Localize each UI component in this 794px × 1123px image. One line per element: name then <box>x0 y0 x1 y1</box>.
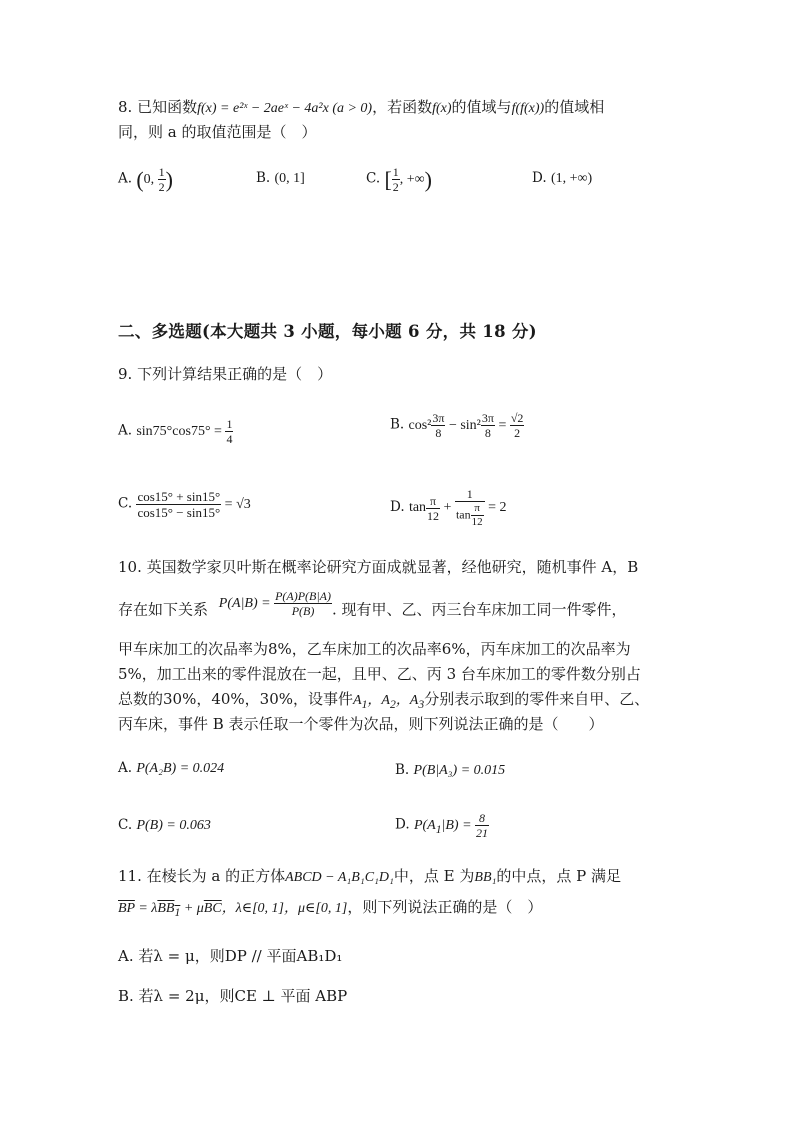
q8-c-math: [ $\frac{1}{2}$ , +∞) <box>384 165 432 194</box>
q10-line2 <box>118 589 627 625</box>
q10-line1: 10. 英国数学家贝叶斯在概率论研究方面成就显著，经他研究，随机事件 A，B <box>118 558 639 576</box>
q9-option-b <box>390 412 524 439</box>
q11-option-b: B. 若λ = 2μ，则CE ⊥ 平面 ABP <box>118 987 348 1005</box>
q11-line1-post: 的中点，点 P 满足 <box>496 867 622 885</box>
q8-option-c <box>366 166 432 193</box>
q8-option-b <box>256 170 305 187</box>
q10-option-a <box>118 760 224 777</box>
q11-bb1: BB₁ <box>474 870 497 885</box>
q8-ffx: f(f(x)) <box>511 101 545 116</box>
q8-func: f(x) = e²ˣ − 2aeˣ − 4a²x (a > 0) <box>197 101 373 116</box>
q11-cube: ABCD − A₁B₁C₁D₁ <box>285 870 394 885</box>
q10-events: $A_1$，$A_2$，$A_3$ <box>353 693 425 711</box>
q9-stem: 9. 下列计算结果正确的是（ ） <box>118 365 333 383</box>
q10-c-label: C. <box>118 817 133 833</box>
q10-bayes-formula: P(A|B) = $\frac{P(A)P(B|A)}{P(B)}$ <box>218 589 332 618</box>
q8-fx: f(x) <box>432 101 452 116</box>
q8-line1 <box>118 97 604 119</box>
q8-a-label: A. <box>118 170 133 187</box>
q9-a-label: A. <box>118 422 133 439</box>
q10-c-math: P(B) = 0.063 <box>136 818 211 833</box>
q9-option-d <box>390 488 507 528</box>
q10-option-c <box>118 817 211 834</box>
q8-b-label: B. <box>256 170 271 186</box>
q8-text-b: ，若函数 <box>372 98 433 116</box>
q9-c-label: C. <box>118 495 133 512</box>
q11-line1 <box>118 866 621 888</box>
q10-line2-pre: 存在如下关系 <box>118 600 209 619</box>
q9-option-a <box>118 418 233 445</box>
q9-b-label: B. <box>390 416 405 433</box>
q9-a-math: sin75°cos75° = $\frac{1}{4}$ <box>136 417 233 446</box>
q10-b-label: B. <box>395 762 410 778</box>
q10-line3: 甲车床加工的次品率为8%，乙车床加工的次品率6%，丙车床加工的次品率为 <box>118 640 631 658</box>
q8-line2: 同，则 a 的取值范围是（ ） <box>118 123 317 141</box>
q11-line2-post: ，则下列说法正确的是（ ） <box>347 898 543 916</box>
q9-d-math: tan $\frac{\pi}{12}$ + 1 tan $\frac{\pi}{12}$ = 2 <box>408 487 507 528</box>
q10-line5-post: 分别表示取到的零件来自甲、乙、 <box>424 690 650 708</box>
q10-d-math: $P(A_1|B)$ = $\frac{8}{21}$ <box>413 811 489 840</box>
q10-option-d <box>395 812 489 839</box>
section-2-title: 二、多选题(本大题共 3 小题，每小题 6 分，共 18 分) <box>118 322 537 341</box>
q10-line2-post: . 现有甲、乙、丙三台车床加工同一件零件， <box>332 600 627 619</box>
q8-number: 8. <box>118 98 133 116</box>
q8-text-d: 的值域相 <box>544 98 605 116</box>
q10-line4: 5%，加工出来的零件混放在一起，且甲、乙、丙 3 台车床加工的零件数分别占 <box>118 665 641 683</box>
q9-b-math: cos² $\frac{3\pi}{8}$ − sin² $\frac{3\pi}{8}$ = $\frac{√2}{2}$ <box>408 411 524 440</box>
q11-line2 <box>118 897 542 923</box>
q11-line1-mid: 中，点 E 为 <box>393 867 475 885</box>
q8-d-label: D. <box>532 170 547 186</box>
q8-text-a: 已知函数 <box>137 98 198 116</box>
q10-line5 <box>118 689 649 715</box>
q10-d-label: D. <box>395 816 410 833</box>
q10-a-label: A. <box>118 760 133 776</box>
q10-line6: 丙车床，事件 B 表示任取一个零件为次品，则下列说法正确的是（ ） <box>118 715 604 733</box>
q8-c-label: C. <box>366 170 381 187</box>
q9-option-c <box>118 490 251 519</box>
q10-a-math: P(A₂B) = 0.024 <box>136 761 225 776</box>
q8-d-math: (1, +∞) <box>550 171 593 186</box>
q8-text-c: 的值域与 <box>451 98 512 116</box>
q11-line1-pre: 11. 在棱长为 a 的正方体 <box>118 867 286 885</box>
q8-option-d <box>532 170 592 187</box>
q11-option-a: A. 若λ = μ，则DP // 平面AB₁D₁ <box>118 947 343 965</box>
q10-option-b <box>395 762 505 779</box>
q8-option-a <box>118 166 173 193</box>
q10-line5-pre: 总数的30%，40%，30%，设事件 <box>118 690 354 708</box>
q10-b-math: P(B|A₃) = 0.015 <box>413 763 506 778</box>
q8-a-math: (0, $\frac{1}{2}$ ) <box>136 165 173 194</box>
q11-vector-eq: $\overline{BP} = \lambda BB_1 + \mu\overline{BC}$，λ∈[0, 1]，μ∈[0, 1] <box>118 901 348 919</box>
q9-c-math: $\frac{\cos 15^\circ + \sin 15^\circ}{\cos 15^\circ - \sin 15^\circ}$ = √3 <box>137 489 251 520</box>
q8-b-math: (0, 1] <box>274 171 305 186</box>
q9-d-label: D. <box>390 499 405 516</box>
